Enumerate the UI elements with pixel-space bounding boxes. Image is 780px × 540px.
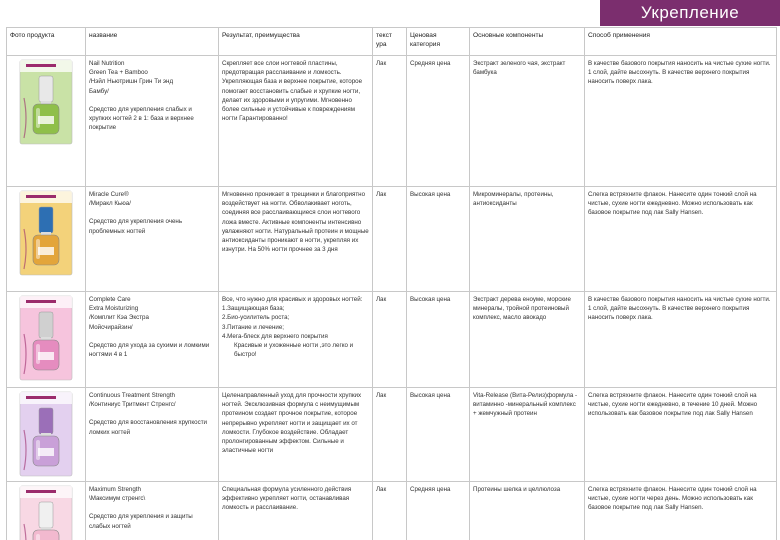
header-name: название	[86, 28, 219, 56]
product-photo	[14, 189, 78, 277]
result-line: 1.Защищающая база;	[222, 305, 285, 313]
result-line: Все, что нужно для красивых и здоровых ногтей:	[222, 296, 363, 303]
product-texture: Лак	[373, 388, 407, 482]
header-photo: Фото продукта	[7, 28, 86, 56]
brand-mark	[26, 396, 56, 399]
product-photo-cell	[7, 388, 86, 482]
product-name-line: /Нэйл Ньютришн Грин Ти энд	[89, 78, 174, 86]
product-result: Мгновенно проникает в трещинки и благоприятно воздействует на ногти. Обволакивает ноготь, соединяя все расслаивающиеся слои ногтевого ложа вместе. Активные компоненты интенсивно увлажняют ногти. Натуральный протеин и мощные антиоксиданты проникают в ногти, укрепляя их изнутри. На 50% ногти прочнее за 3 дня	[219, 187, 373, 292]
product-name-line: Complete Care	[89, 296, 131, 303]
table-row	[7, 388, 777, 482]
header-usage: Способ применения	[585, 28, 777, 56]
product-components: Микроминералы, протеины, антиоксиданты	[470, 187, 585, 292]
product-result: Скрепляет все слои ногтевой пластины, предотвращая расслаивание и ломкость. Укрепляющая база и верхнее покрытие, которое помогает восстановить слабые и хрупкие ногти, делает их здоровыми и упругими. Мгновенно более сильные и устойчивые к повреждениям ногти Гарантированно!	[219, 56, 373, 187]
product-name-cell	[86, 482, 219, 540]
product-description: Средство для укрепления слабых и хрупких ногтей 2 в 1: база и верхнее покрытие	[89, 105, 194, 132]
bottle-label	[38, 116, 54, 124]
brand-mark	[26, 195, 56, 198]
result-line: 4.Мега-блеск для верхнего покрытия	[222, 332, 328, 340]
bottle-label	[38, 247, 54, 255]
product-name-cell	[86, 187, 219, 292]
product-usage: В качестве базового покрытия наносить на чистые сухие ногти. 1 слой, дайте высохнуть. В качестве верхнего покрытия наносить поверх лака.	[585, 292, 777, 388]
product-description: Средство для восстановления хрупкости ломких ногтей	[89, 419, 207, 436]
product-result: Целенаправленный уход для прочности хрупких ногтей. Эксклюзивная формула с неимущимым протеином создает прочное покрытие, которое непрерывно укрепляет ногти и защищает их от ломкости. Глубокое воздействие. Обладает пролонгированным эффектом. Сильные и эластичные ногти	[219, 388, 373, 482]
header-price: Ценовая категория	[407, 28, 470, 56]
product-table	[6, 27, 777, 540]
table-row	[7, 482, 777, 540]
product-usage: Слегка встряхните флакон. Нанесите один тонкий слой на чистые, сухие ногти ежедневно. Можно использовать как базовое покрытие под лак Sally Hansen.	[585, 187, 777, 292]
product-photo	[14, 390, 78, 478]
product-photo-cell	[7, 56, 86, 187]
result-line: Красивые и ухоженные ногти ,это легко и быстро!	[234, 342, 354, 359]
product-components: Vita-Release (Вита-Релиз)формула - витаминно -минеральный комплекс + жемчужный протеин	[470, 388, 585, 482]
product-photo-cell	[7, 482, 86, 540]
bottle-cap	[39, 312, 53, 338]
product-photo	[14, 58, 78, 146]
product-photo	[14, 484, 78, 540]
product-texture: Лак	[373, 187, 407, 292]
table-row	[7, 56, 777, 187]
product-name-line: Continuous Treatment Strength	[89, 392, 175, 399]
product-usage: В качестве базового покрытия наносить на чистые сухие ногти. 1 слой, дайте высохнуть. В качестве верхнего покрытия наносить поверх лака.	[585, 56, 777, 187]
table-row	[7, 187, 777, 292]
product-usage: Слегка встряхните флакон. Нанесите один тонкий слой на чистые, сухие ногти ежедневно, в течение 10 дней. Можно использовать как базовое покрытие под лак Sally Hansen	[585, 388, 777, 482]
product-name-line: Nail Nutrition	[89, 60, 125, 67]
product-name-line: Miracle Cure®	[89, 191, 129, 198]
header-result: Результат, преимущества	[219, 28, 373, 56]
product-components: Протеины шелка и целлюлоза	[470, 482, 585, 540]
product-name-cell	[86, 388, 219, 482]
table-row	[7, 292, 777, 388]
product-description: Средство для укрепления и защиты слабых ногтей	[89, 513, 193, 530]
result-line: 3.Питание и лечение;	[222, 323, 285, 331]
brand-mark	[26, 490, 56, 493]
product-usage: Слегка встряхните флакон. Нанесите один тонкий слой на чистые, сухие ногти через день. Можно использовать как базовое покрытие под лак Sally Hansen.	[585, 482, 777, 540]
product-photo	[14, 294, 78, 382]
nail-polish-package-icon	[14, 189, 78, 277]
bottle-cap	[39, 502, 53, 528]
product-price: Высокая цена	[407, 388, 470, 482]
product-price: Высокая цена	[407, 187, 470, 292]
bottle-cap	[39, 408, 53, 434]
bottle-highlight	[36, 534, 40, 540]
bottle-cap	[39, 76, 53, 102]
product-components: Экстракт дерева еноуме, морские минералы, тройной протеиновый комплекс, масло авокадо	[470, 292, 585, 388]
product-name-line: Бамбу/	[89, 87, 109, 95]
result-line: 2.Био-усилитель роста;	[222, 314, 290, 322]
product-name-cell	[86, 56, 219, 187]
nail-polish-package-icon	[14, 58, 78, 146]
product-name-line: Green Tea + Bamboo	[89, 69, 148, 77]
nail-polish-package-icon	[14, 294, 78, 382]
product-result: Специальная формула усиленного действия эффективно укрепляет ногти, останавливая ломкость и расслаивание.	[219, 482, 373, 540]
product-price: Средняя цена	[407, 482, 470, 540]
product-description: Средство для ухода за сухими и ломкими ногтями 4 в 1	[89, 341, 210, 359]
bottle-label	[38, 448, 54, 456]
header-texture: текст ура	[373, 28, 407, 56]
product-price: Средняя цена	[407, 56, 470, 187]
product-photo-cell	[7, 187, 86, 292]
product-name-line: Maximum Strength	[89, 486, 141, 493]
header-components: Основные компоненты	[470, 28, 585, 56]
product-name-line: /Миракл Кьюа/	[89, 200, 131, 208]
product-name-line: /Комплит Кэа Экстра	[89, 314, 149, 322]
product-photo-cell	[7, 292, 86, 388]
table-header-row	[7, 28, 777, 56]
brand-mark	[26, 64, 56, 67]
product-texture: Лак	[373, 56, 407, 187]
bottle-label	[38, 352, 54, 360]
brand-mark	[26, 300, 56, 303]
product-price: Высокая цена	[407, 292, 470, 388]
product-name-line: /Континиус Тритмент Стренгс/	[89, 401, 176, 409]
section-banner: Укрепление	[600, 0, 780, 26]
product-texture: Лак	[373, 292, 407, 388]
product-name-cell	[86, 292, 219, 388]
nail-polish-package-icon	[14, 390, 78, 478]
product-name-line: \Максимум стренгс\	[89, 495, 146, 503]
product-components: Экстракт зеленого чая, экстракт бамбука	[470, 56, 585, 187]
product-texture: Лак	[373, 482, 407, 540]
bottle-cap	[39, 207, 53, 233]
product-result-cell	[219, 292, 373, 388]
product-name-line: Extra Moisturizing	[89, 305, 139, 313]
product-description: Средство для укрепления очень проблемных ногтей	[89, 218, 183, 235]
nail-polish-package-icon	[14, 484, 78, 540]
product-name-line: Мойсчирайзин/	[89, 323, 133, 331]
